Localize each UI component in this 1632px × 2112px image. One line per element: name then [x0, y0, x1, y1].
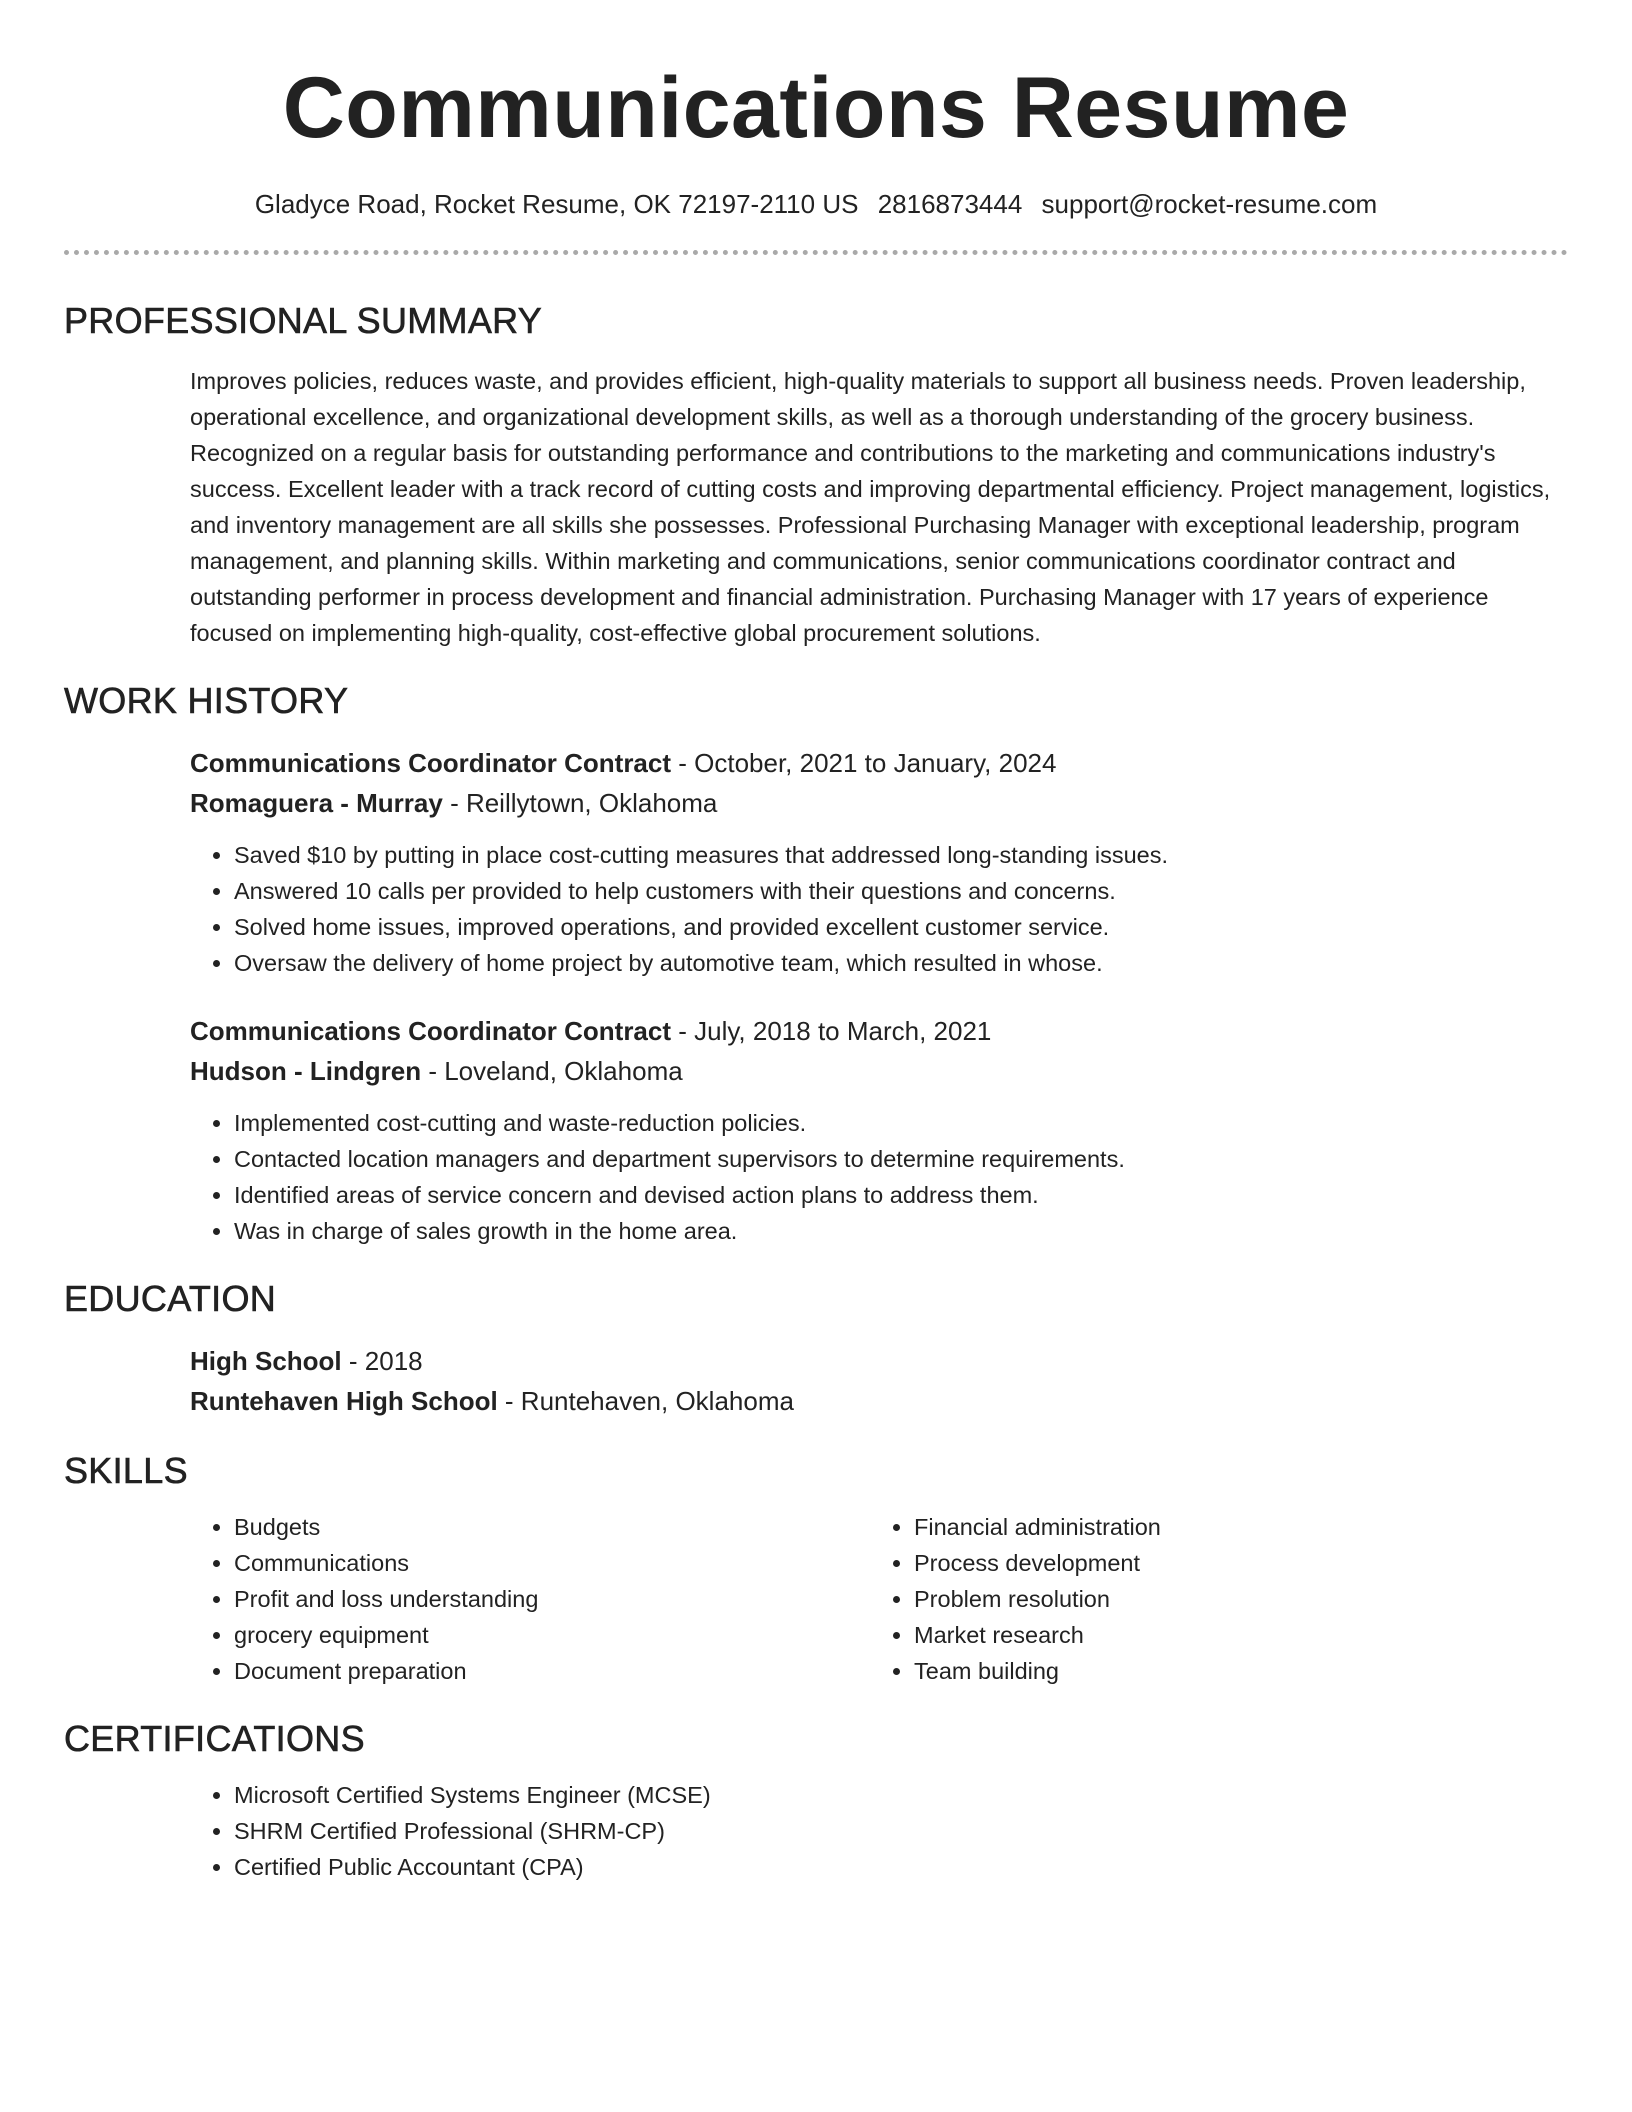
job-duty: • Answered 10 calls per provided to help customers with their questions and concerns. [234, 873, 1568, 909]
skill-item: • Team building [914, 1653, 1550, 1689]
job-company-line [190, 1051, 1568, 1091]
contact-line [64, 186, 1568, 222]
job-duties-list [190, 837, 1568, 981]
skills-heading: SKILLS [64, 1450, 188, 1491]
education-location: - Runtehaven, Oklahoma [497, 1386, 794, 1416]
job-duty: • Oversaw the delivery of home project by automotive team, which resulted in whose. [234, 945, 1568, 981]
certification-item: • Microsoft Certified Systems Engineer (MCSE) [234, 1777, 1568, 1813]
job-company-line [190, 783, 1568, 823]
job-title: Communications Coordinator Contract [190, 1016, 672, 1046]
job-title-line [190, 1011, 1568, 1051]
skills-list [190, 1509, 870, 1689]
job-duty: • Saved $10 by putting in place cost-cutting measures that addressed long-standing issues. [234, 837, 1568, 873]
skills-column-left [190, 1509, 870, 1689]
job-duty: • Contacted location managers and department supervisors to determine requirements. [234, 1141, 1568, 1177]
job-location: - Loveland, Oklahoma [421, 1056, 683, 1086]
skill-item: • Problem resolution [914, 1581, 1550, 1617]
skill-item: • Market research [914, 1617, 1550, 1653]
job-company: Hudson - Lindgren [190, 1056, 422, 1086]
job-duty: • Implemented cost-cutting and waste-reduction policies. [234, 1105, 1568, 1141]
job-title-line [190, 743, 1568, 783]
contact-address: Gladyce Road, Rocket Resume, OK 72197-2110 US [254, 189, 859, 219]
resume-title: Communications Resume [282, 60, 1350, 156]
education-year: - 2018 [341, 1346, 423, 1376]
certification-item: • Certified Public Accountant (CPA) [234, 1849, 1568, 1885]
job-duty: • Solved home issues, improved operations, and provided excellent customer service. [234, 909, 1568, 945]
job-entry [190, 1011, 1568, 1249]
job-dates: - July, 2018 to March, 2021 [671, 1016, 992, 1046]
education-school: Runtehaven High School [190, 1386, 498, 1416]
certifications-section [190, 1777, 1568, 1885]
job-duty: • Identified areas of service concern and devised action plans to address them. [234, 1177, 1568, 1213]
job-duty: • Was in charge of sales growth in the home area. [234, 1213, 1568, 1249]
certifications-list [190, 1777, 1568, 1885]
education-school-line [190, 1381, 1568, 1421]
skill-item: • grocery equipment [234, 1617, 870, 1653]
education-degree-line [190, 1341, 1568, 1381]
skill-item: • Profit and loss understanding [234, 1581, 870, 1617]
job-location: - Reillytown, Oklahoma [442, 788, 718, 818]
contact-phone: 2816873444 [877, 189, 1023, 219]
skill-item: • Document preparation [234, 1653, 870, 1689]
skills-grid [190, 1509, 1568, 1689]
header-divider [64, 250, 1568, 255]
work-history-heading: WORK HISTORY [64, 680, 349, 721]
skill-item: • Budgets [234, 1509, 870, 1545]
certifications-heading: CERTIFICATIONS [64, 1718, 365, 1759]
skill-item: • Financial administration [914, 1509, 1550, 1545]
skills-column-right [870, 1509, 1550, 1689]
summary-text: Improves policies, reduces waste, and provides efficient, high-quality materials to support all business needs. Proven leadership, operational excellence, and organizational development skills, as well as a thorough understanding of the grocery business. Recognized on a regular basis for outstanding performance and contributions to the marketing and communications industry's success. Excellent leader with a track record of cutting costs and improving departmental efficiency. Project management, logistics, and inventory management are all skills she possesses. Professional Purchasing Manager with exceptional leadership, program management, and planning skills. Within marketing and communications, senior communications coordinator contract and outstanding performer in process development and financial administration. Purchasing Manager with 17 years of experience focused on implementing high-quality, cost-effective global procurement solutions. [190, 368, 1551, 646]
skills-list [870, 1509, 1550, 1689]
education-entry [190, 1341, 1568, 1421]
job-duties-list [190, 1105, 1568, 1249]
education-heading: EDUCATION [64, 1278, 277, 1319]
certification-item: • SHRM Certified Professional (SHRM-CP) [234, 1813, 1568, 1849]
education-degree: High School [190, 1346, 342, 1376]
job-title: Communications Coordinator Contract [190, 748, 672, 778]
job-entry [190, 743, 1568, 981]
skill-item: • Process development [914, 1545, 1550, 1581]
skill-item: • Communications [234, 1545, 870, 1581]
summary-heading: PROFESSIONAL SUMMARY [64, 300, 543, 341]
job-dates: - October, 2021 to January, 2024 [671, 748, 1057, 778]
contact-email: support@rocket-resume.com [1041, 189, 1378, 219]
job-company: Romaguera - Murray [190, 788, 443, 818]
